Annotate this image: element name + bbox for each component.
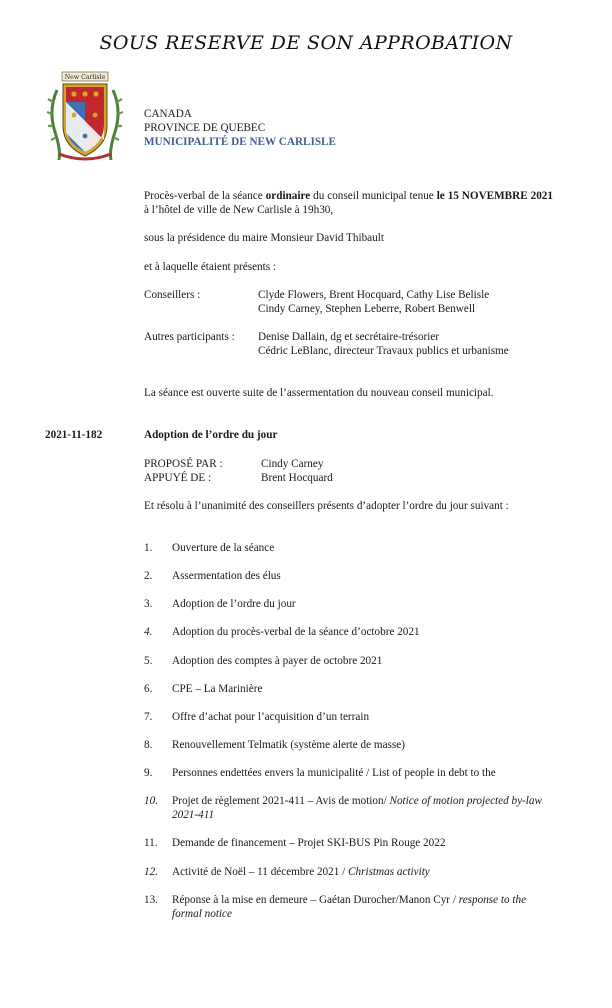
header-country: CANADA	[144, 108, 192, 120]
agenda-item-number: 2.	[144, 570, 153, 582]
agenda-item-text-english: Notice of motion projected by-law 2021-411	[172, 795, 542, 821]
agenda-item	[144, 569, 556, 583]
intro-session-type: ordinaire	[265, 190, 311, 202]
agenda-item	[144, 710, 556, 724]
agenda-item	[144, 682, 556, 696]
agenda-item-text	[172, 569, 556, 583]
agenda-item-text	[172, 893, 556, 921]
agenda-item-text-english: Christmas activity	[348, 866, 430, 878]
agenda-item-text	[172, 710, 556, 724]
others-label: Autres participants :	[144, 331, 235, 343]
agenda-item-text-main: Adoption de l’ordre du jour	[172, 598, 296, 610]
agenda-item-number: 11.	[144, 837, 158, 849]
intro-text-2: du conseil municipal tenue	[310, 190, 437, 202]
agenda-item-text-main: CPE – La Marinière	[172, 683, 263, 695]
councillors-block	[144, 288, 489, 316]
proposed-by: Cindy Carney	[261, 458, 324, 470]
agenda-item-text	[172, 738, 556, 752]
intro-paragraph	[144, 189, 553, 217]
agenda-item-text-main: Adoption du procès-verbal de la séance d’octobre 2021	[172, 626, 420, 638]
agenda-item-text-main: Ouverture de la séance	[172, 542, 275, 554]
intro-date: le 15 NOVEMBRE 2021	[436, 190, 553, 202]
mover-seconder-block	[144, 457, 333, 485]
agenda-item-text-english: response to the formal notice	[172, 894, 527, 920]
agenda-item	[144, 738, 556, 752]
seconded-label: APPUYÉ DE :	[144, 472, 212, 484]
agenda-item	[144, 766, 556, 780]
document-header	[144, 107, 336, 149]
agenda-item	[144, 893, 556, 921]
agenda-item-text-main: Offre d’achat pour l’acquisition d’un terrain	[172, 711, 370, 723]
agenda-item-text	[172, 766, 556, 780]
agenda-item-text-main: Réponse à la mise en demeure – Gaétan Durocher/Manon Cyr /	[172, 894, 459, 906]
agenda-item	[144, 625, 556, 639]
others-line-1: Denise Dallain, dg et secrétaire-trésorier	[258, 331, 440, 343]
agenda-item-number: 6.	[144, 683, 153, 695]
intro-text-1: Procès-verbal de la séance	[144, 190, 266, 202]
others-line-2: Cédric LeBlanc, directeur Travaux publics et urbanisme	[258, 345, 509, 357]
agenda-item	[144, 836, 556, 850]
approval-stamp-heading: SOUS RESERVE DE SON APPROBATION	[99, 32, 513, 54]
agenda-item-text-main: Assermentation des élus	[172, 570, 281, 582]
agenda-item-text-main: Personnes endettées envers la municipalité / List of people in debt to the	[172, 767, 496, 779]
resolved-paragraph: Et résolu à l’unanimité des conseillers présents d’adopter l’ordre du jour suivant :	[144, 500, 509, 512]
agenda-item-text	[172, 682, 556, 696]
agenda-item-number: 8.	[144, 739, 153, 751]
agenda-item	[144, 794, 556, 822]
agenda-item-number: 3.	[144, 598, 153, 610]
agenda-item-text-main: Activité de Noël – 11 décembre 2021 /	[172, 866, 349, 878]
agenda-item-text-main: Renouvellement Telmatik (système alerte de masse)	[172, 739, 405, 751]
agenda-item-text	[172, 541, 556, 555]
agenda-item-number: 13.	[144, 894, 158, 906]
header-municipality: MUNICIPALITÉ DE NEW CARLISLE	[144, 136, 336, 148]
agenda-item	[144, 597, 556, 611]
councillors-line-1: Clyde Flowers, Brent Hocquard, Cathy Lise Belisle	[258, 289, 490, 301]
agenda-item-number: 1.	[144, 542, 153, 554]
intro-text-3: à l’hôtel de ville de New Carlisle à 19h30,	[144, 204, 334, 216]
attendance-line: et à laquelle étaient présents :	[144, 261, 277, 273]
agenda-item-number: 5.	[144, 655, 153, 667]
proposed-label: PROPOSÉ PAR :	[144, 458, 223, 470]
councillors-label: Conseillers :	[144, 289, 201, 301]
agenda-item-text	[172, 836, 556, 850]
agenda-item-number: 12.	[144, 866, 158, 878]
agenda-item-text-main: Projet de règlement 2021-411 – Avis de motion/	[172, 795, 390, 807]
seconded-by: Brent Hocquard	[261, 472, 333, 484]
agenda-item-number: 4.	[144, 626, 153, 638]
agenda-item-text	[172, 597, 556, 611]
agenda-item-text	[172, 654, 556, 668]
header-province: PROVINCE DE QUEBEC	[144, 122, 266, 134]
agenda-item-number: 10.	[144, 795, 158, 807]
municipal-crest-logo	[45, 70, 125, 166]
agenda-item-number: 7.	[144, 711, 153, 723]
agenda-item-text-main: Adoption des comptes à payer de octobre 2021	[172, 655, 383, 667]
agenda-item-text-main: Demande de financement – Projet SKI-BUS Pin Rouge 2022	[172, 837, 446, 849]
agenda-item-number: 9.	[144, 767, 153, 779]
resolution-number: 2021-11-182	[45, 429, 103, 441]
agenda-item-text	[172, 865, 556, 879]
agenda-item	[144, 865, 556, 879]
presidency-line: sous la présidence du maire Monsieur David Thibault	[144, 232, 384, 244]
resolution-title: Adoption de l’ordre du jour	[144, 429, 278, 441]
opening-statement: La séance est ouverte suite de l’assermentation du nouveau conseil municipal.	[144, 387, 494, 399]
agenda-item-text	[172, 794, 556, 822]
agenda-item	[144, 541, 556, 555]
agenda-item	[144, 654, 556, 668]
crest-banner-text: New Carlisle	[64, 74, 106, 82]
councillors-line-2: Cindy Carney, Stephen Leberre, Robert Benwell	[258, 303, 476, 315]
agenda-item-text	[172, 625, 556, 639]
other-participants-block	[144, 330, 509, 358]
